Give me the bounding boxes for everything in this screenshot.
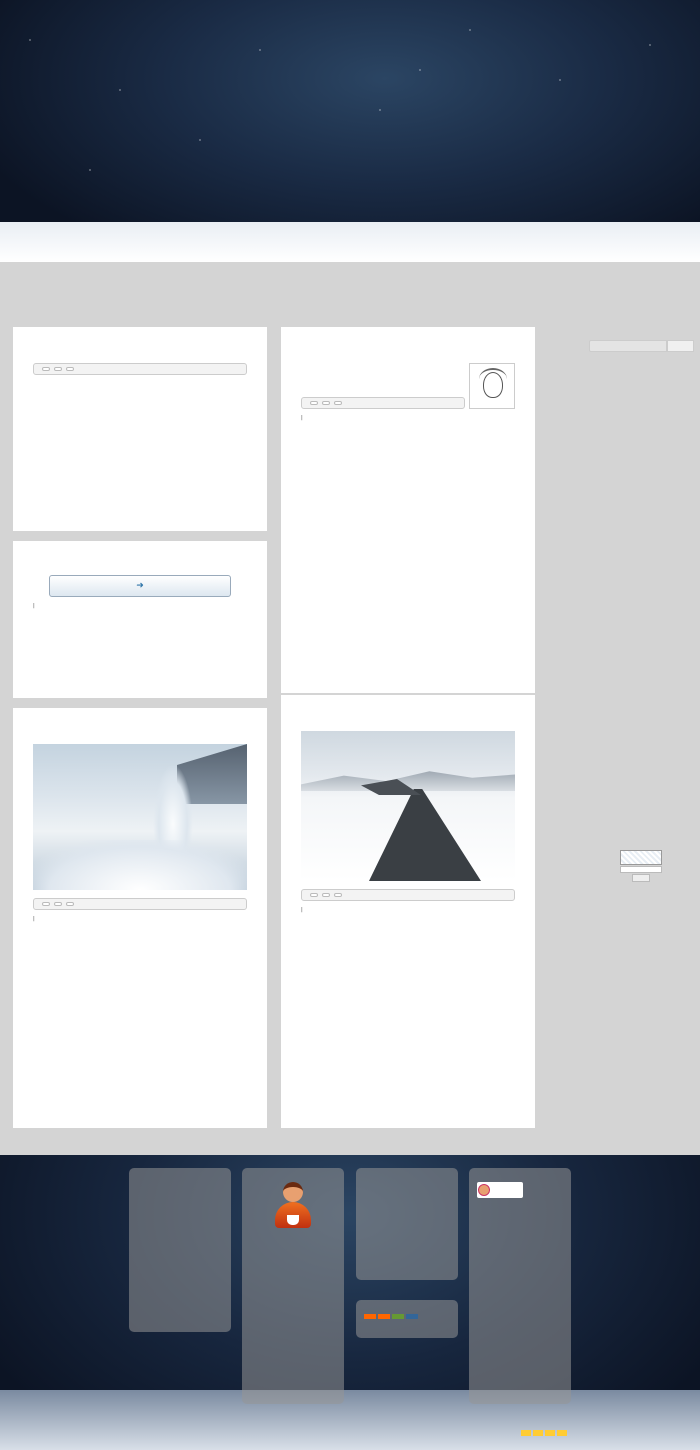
like-button[interactable] <box>310 401 318 405</box>
footer-top15-box <box>469 1168 571 1404</box>
post-gratis-designblog <box>13 541 267 698</box>
share-bar <box>301 889 515 901</box>
arrow-icon: ➜ <box>136 581 144 591</box>
like-button[interactable] <box>310 893 318 897</box>
post-designblog-info <box>281 327 535 693</box>
valid-badge-icon[interactable] <box>557 1430 567 1436</box>
tweet-button[interactable] <box>54 902 62 906</box>
snow-ground <box>0 222 700 262</box>
post-meta: | <box>301 907 303 913</box>
search-input[interactable] <box>589 340 667 352</box>
snow-ground <box>0 1390 700 1450</box>
snowy-road-image <box>301 731 515 881</box>
plus-one-button[interactable] <box>66 902 74 906</box>
calendar <box>590 374 694 395</box>
badge-avatar-icon <box>478 1184 490 1196</box>
gratis-banner[interactable] <box>49 575 231 597</box>
footer-stats-box <box>356 1168 458 1280</box>
tweet-button[interactable] <box>322 893 330 897</box>
post-mustertext <box>281 695 535 1128</box>
sketch-portrait <box>469 363 515 409</box>
rss-icon[interactable] <box>378 1314 390 1319</box>
plus-one-button[interactable] <box>334 401 342 405</box>
header-image <box>0 0 700 262</box>
frosty-plants-image <box>33 744 247 890</box>
share-bar <box>33 363 247 375</box>
post-meta: | <box>33 916 35 922</box>
top15-badge[interactable] <box>477 1182 523 1198</box>
valid-badge-icon[interactable] <box>521 1430 531 1436</box>
calendar-header <box>590 380 694 391</box>
feed-badges <box>364 1314 450 1319</box>
valid-badge-icon[interactable] <box>533 1430 543 1436</box>
footer-image <box>0 1155 700 1450</box>
like-button[interactable] <box>42 902 50 906</box>
footer-feeds-box <box>356 1300 458 1338</box>
footer-about-box <box>129 1168 231 1332</box>
like-button[interactable] <box>42 367 50 371</box>
post-meta: | <box>33 603 35 609</box>
footer-me-box <box>242 1168 344 1404</box>
rss-icon[interactable] <box>364 1314 376 1319</box>
footer-badges <box>521 1430 567 1436</box>
captcha-input[interactable] <box>620 866 662 873</box>
valid-badge-icon[interactable] <box>545 1430 555 1436</box>
plus-one-button[interactable] <box>66 367 74 371</box>
captcha-submit[interactable] <box>632 874 650 882</box>
post-lorem-ipsum <box>13 708 267 1128</box>
captcha-image <box>620 850 662 865</box>
post-winterwonderland <box>13 327 267 531</box>
atom-icon[interactable] <box>392 1314 404 1319</box>
feed-icon[interactable] <box>406 1314 418 1319</box>
tweet-button[interactable] <box>322 401 330 405</box>
tweet-button[interactable] <box>54 367 62 371</box>
share-bar <box>301 397 465 409</box>
avatar <box>275 1182 311 1230</box>
plus-one-button[interactable] <box>334 893 342 897</box>
share-bar <box>33 898 247 910</box>
main-nav <box>0 5 700 12</box>
post-meta: | <box>301 414 303 421</box>
search-button[interactable] <box>667 340 694 352</box>
